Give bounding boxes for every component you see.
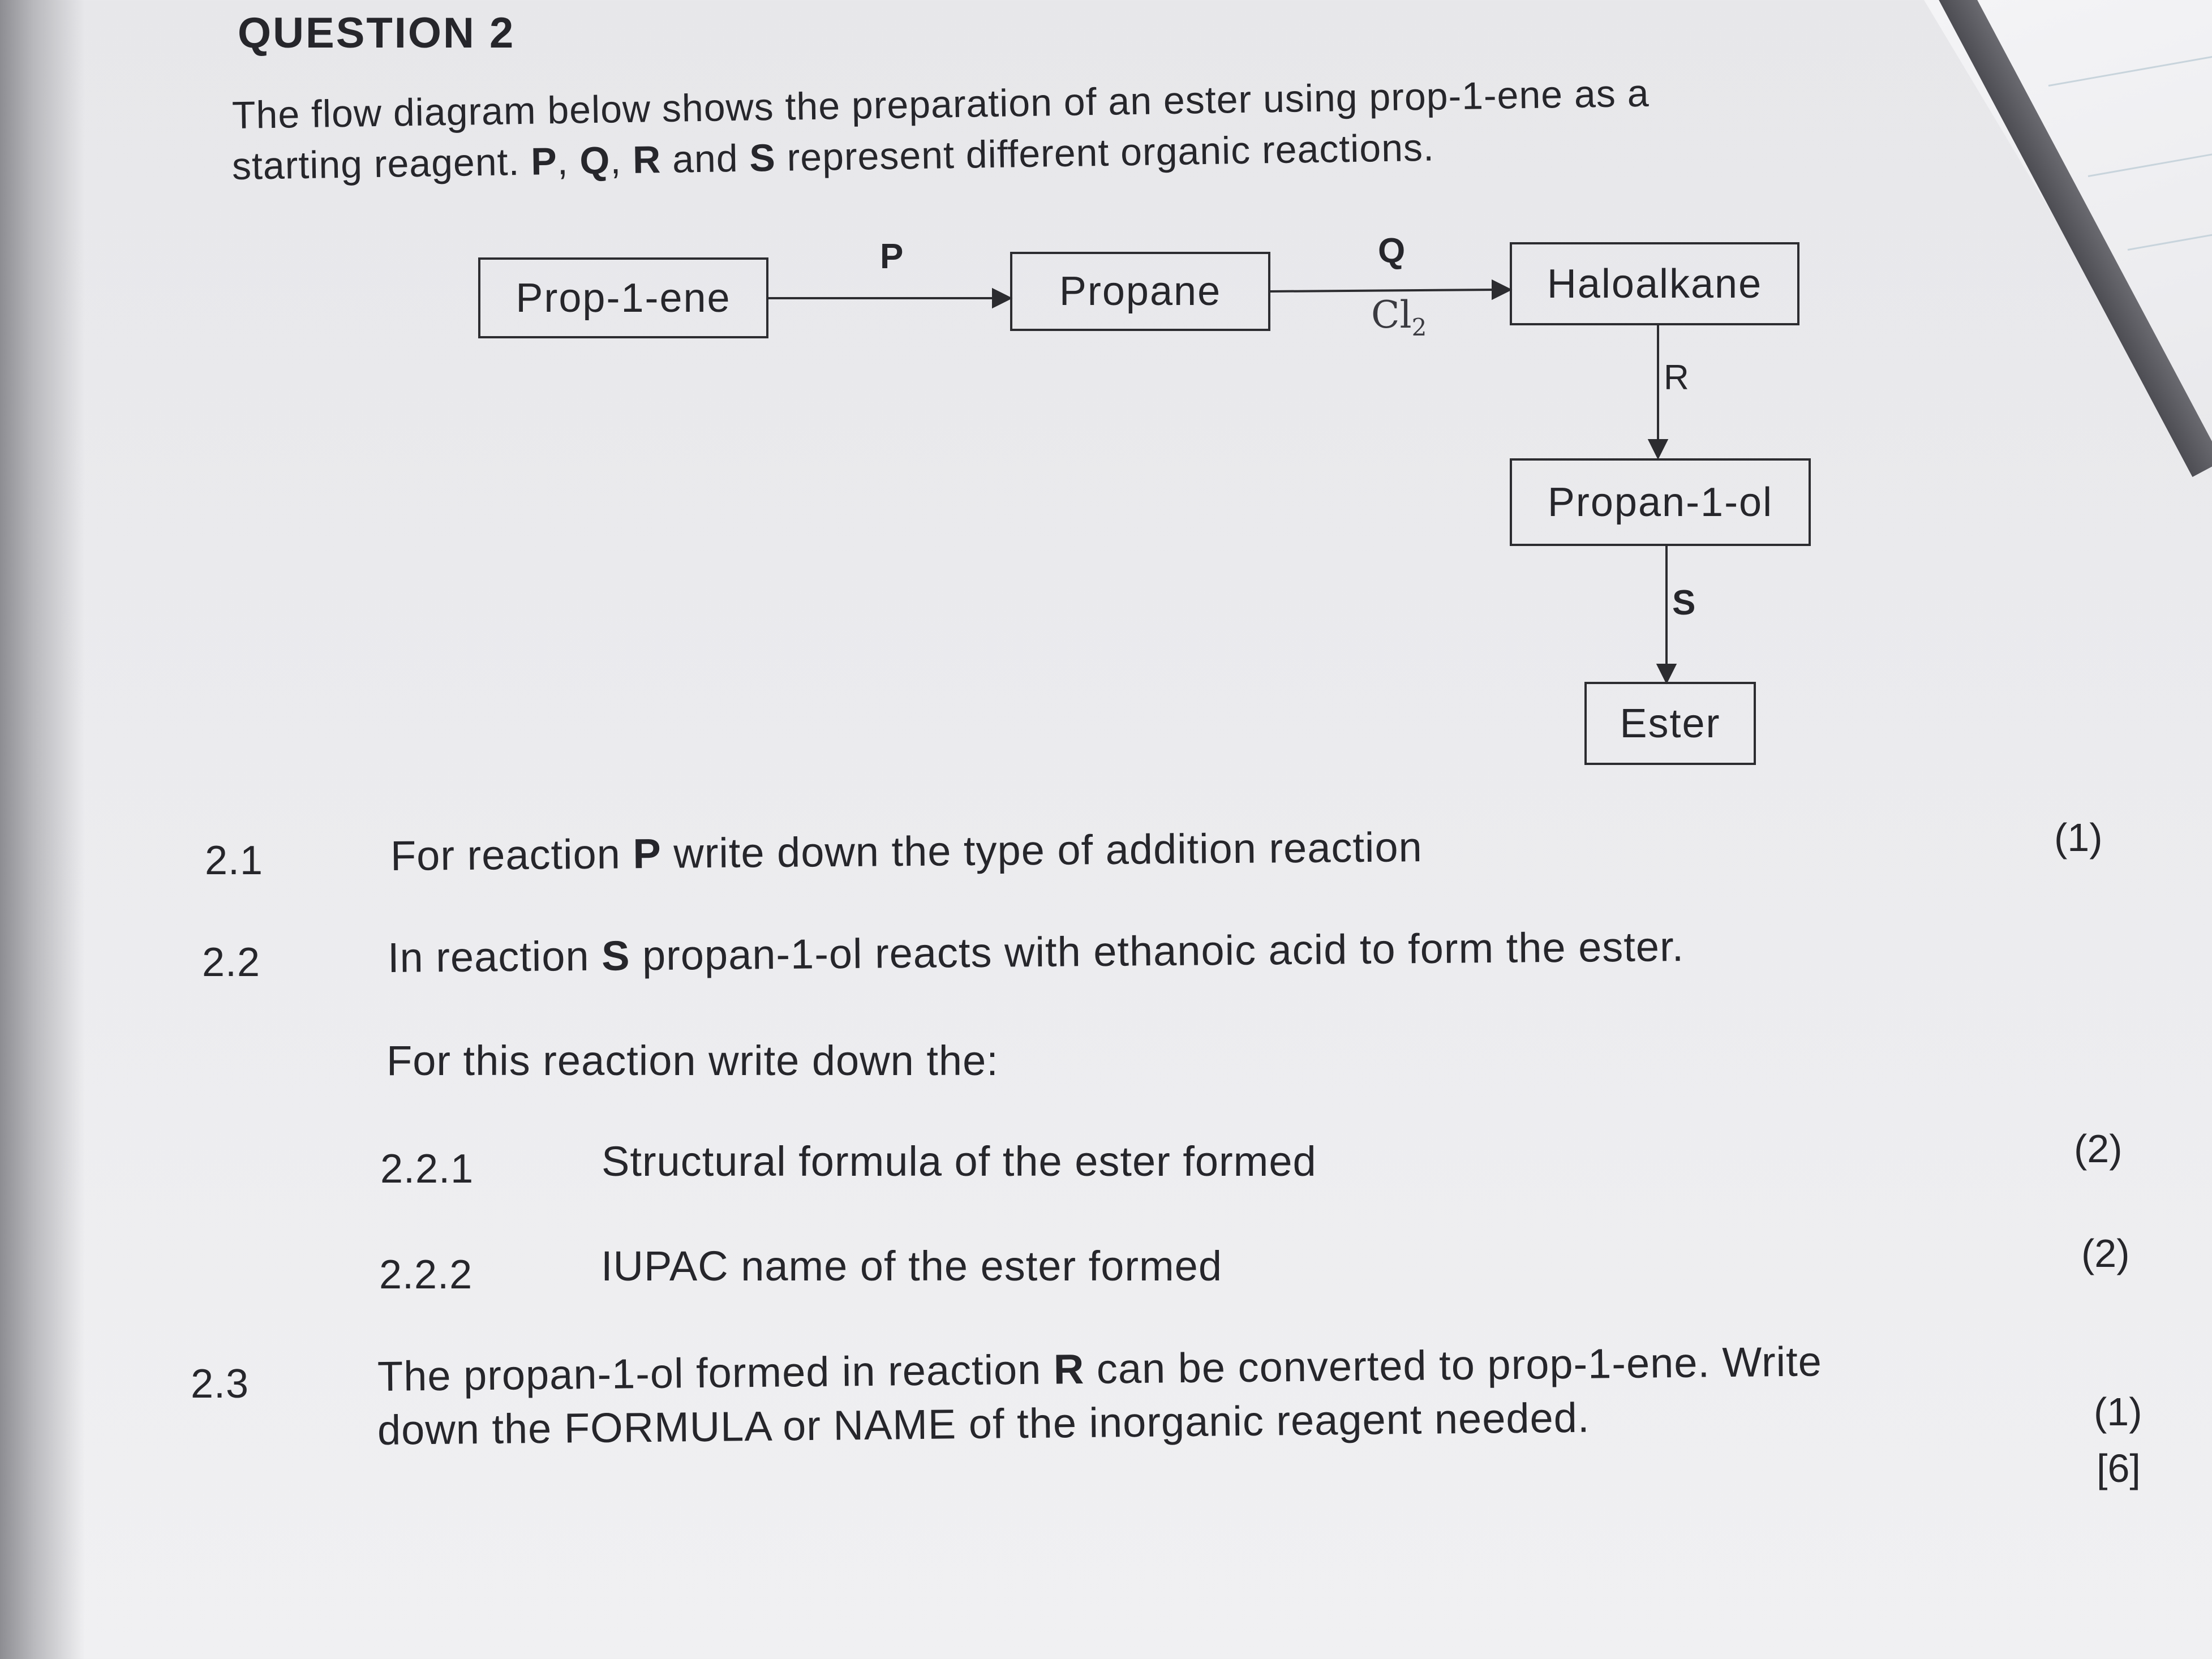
q2-3-letter: R (1053, 1345, 1085, 1393)
reaction-letter: P (530, 139, 558, 183)
question-heading: QUESTION 2 (238, 9, 516, 57)
reaction-letter: R (632, 138, 662, 182)
label-r: R (1664, 358, 1689, 397)
q2-1-text (390, 823, 1423, 880)
q2-1-post: write down the type of addition reaction (661, 823, 1423, 877)
question-total: [6] (2097, 1446, 2141, 1490)
q2-3-post: can be converted to prop-1-ene. Write (1084, 1338, 1823, 1392)
box-ester: Ester (1584, 682, 1756, 765)
arrow-q (1270, 290, 1497, 291)
reaction-letter: Q (579, 139, 611, 183)
q2-3-text-line2: down the FORMULA or NAME of the inorganic reagent needed. (377, 1394, 1590, 1454)
q2-2-1-text: Structural formula of the ester formed (602, 1138, 1317, 1185)
intro-text: and (660, 136, 750, 182)
q2-2-pre: In reaction (387, 932, 602, 981)
reaction-letter: S (749, 136, 776, 180)
box-haloalkane: Haloalkane (1510, 242, 1799, 325)
label-q: Q (1378, 231, 1406, 270)
q2-2-1-mark: (2) (2074, 1127, 2123, 1171)
box-propane: Propane (1010, 252, 1270, 331)
label-s: S (1672, 583, 1696, 622)
cl2-symbol: Cl (1371, 293, 1412, 337)
q2-2-1-number: 2.2.1 (380, 1146, 474, 1192)
q2-2-number: 2.2 (202, 940, 261, 985)
q2-1-number: 2.1 (205, 838, 264, 883)
q2-1-letter: P (633, 830, 662, 878)
q2-2-2-mark: (2) (2081, 1231, 2130, 1275)
arrowhead-p (993, 290, 1010, 307)
box-propan-1-ol: Propan-1-ol (1510, 458, 1811, 546)
arrowhead-r (1650, 440, 1666, 457)
intro-text: represent different organic reactions. (775, 126, 1435, 179)
q2-3-pre: The propan-1-ol formed in reaction (377, 1346, 1054, 1400)
q2-2-letter: S (601, 932, 630, 979)
cl2-subscript: 2 (1411, 313, 1427, 342)
q2-2-2-text: IUPAC name of the ester formed (601, 1243, 1222, 1290)
q2-3-mark: (1) (2094, 1390, 2142, 1434)
label-cl2 (1371, 293, 1427, 341)
q2-1-pre: For reaction (390, 830, 633, 879)
intro-text: starting reagent. (231, 140, 531, 188)
q2-2-post: propan-1-ol reacts with ethanoic acid to form the ester. (630, 923, 1685, 979)
arrowhead-s (1658, 665, 1675, 682)
q2-3-number: 2.3 (191, 1361, 250, 1407)
arrowhead-q (1493, 281, 1510, 298)
intro-text: , (557, 139, 580, 183)
q2-2-subtext: For this reaction write down the: (386, 1037, 999, 1084)
label-p: P (880, 237, 904, 276)
box-prop-1-ene: Prop-1-ene (478, 257, 768, 338)
intro-text: , (609, 138, 633, 182)
q2-1-mark: (1) (2054, 815, 2103, 859)
intro-text: The flow diagram below shows the preparation of an ester using prop-1-ene as a (231, 71, 1650, 137)
q2-2-2-number: 2.2.2 (379, 1252, 473, 1297)
